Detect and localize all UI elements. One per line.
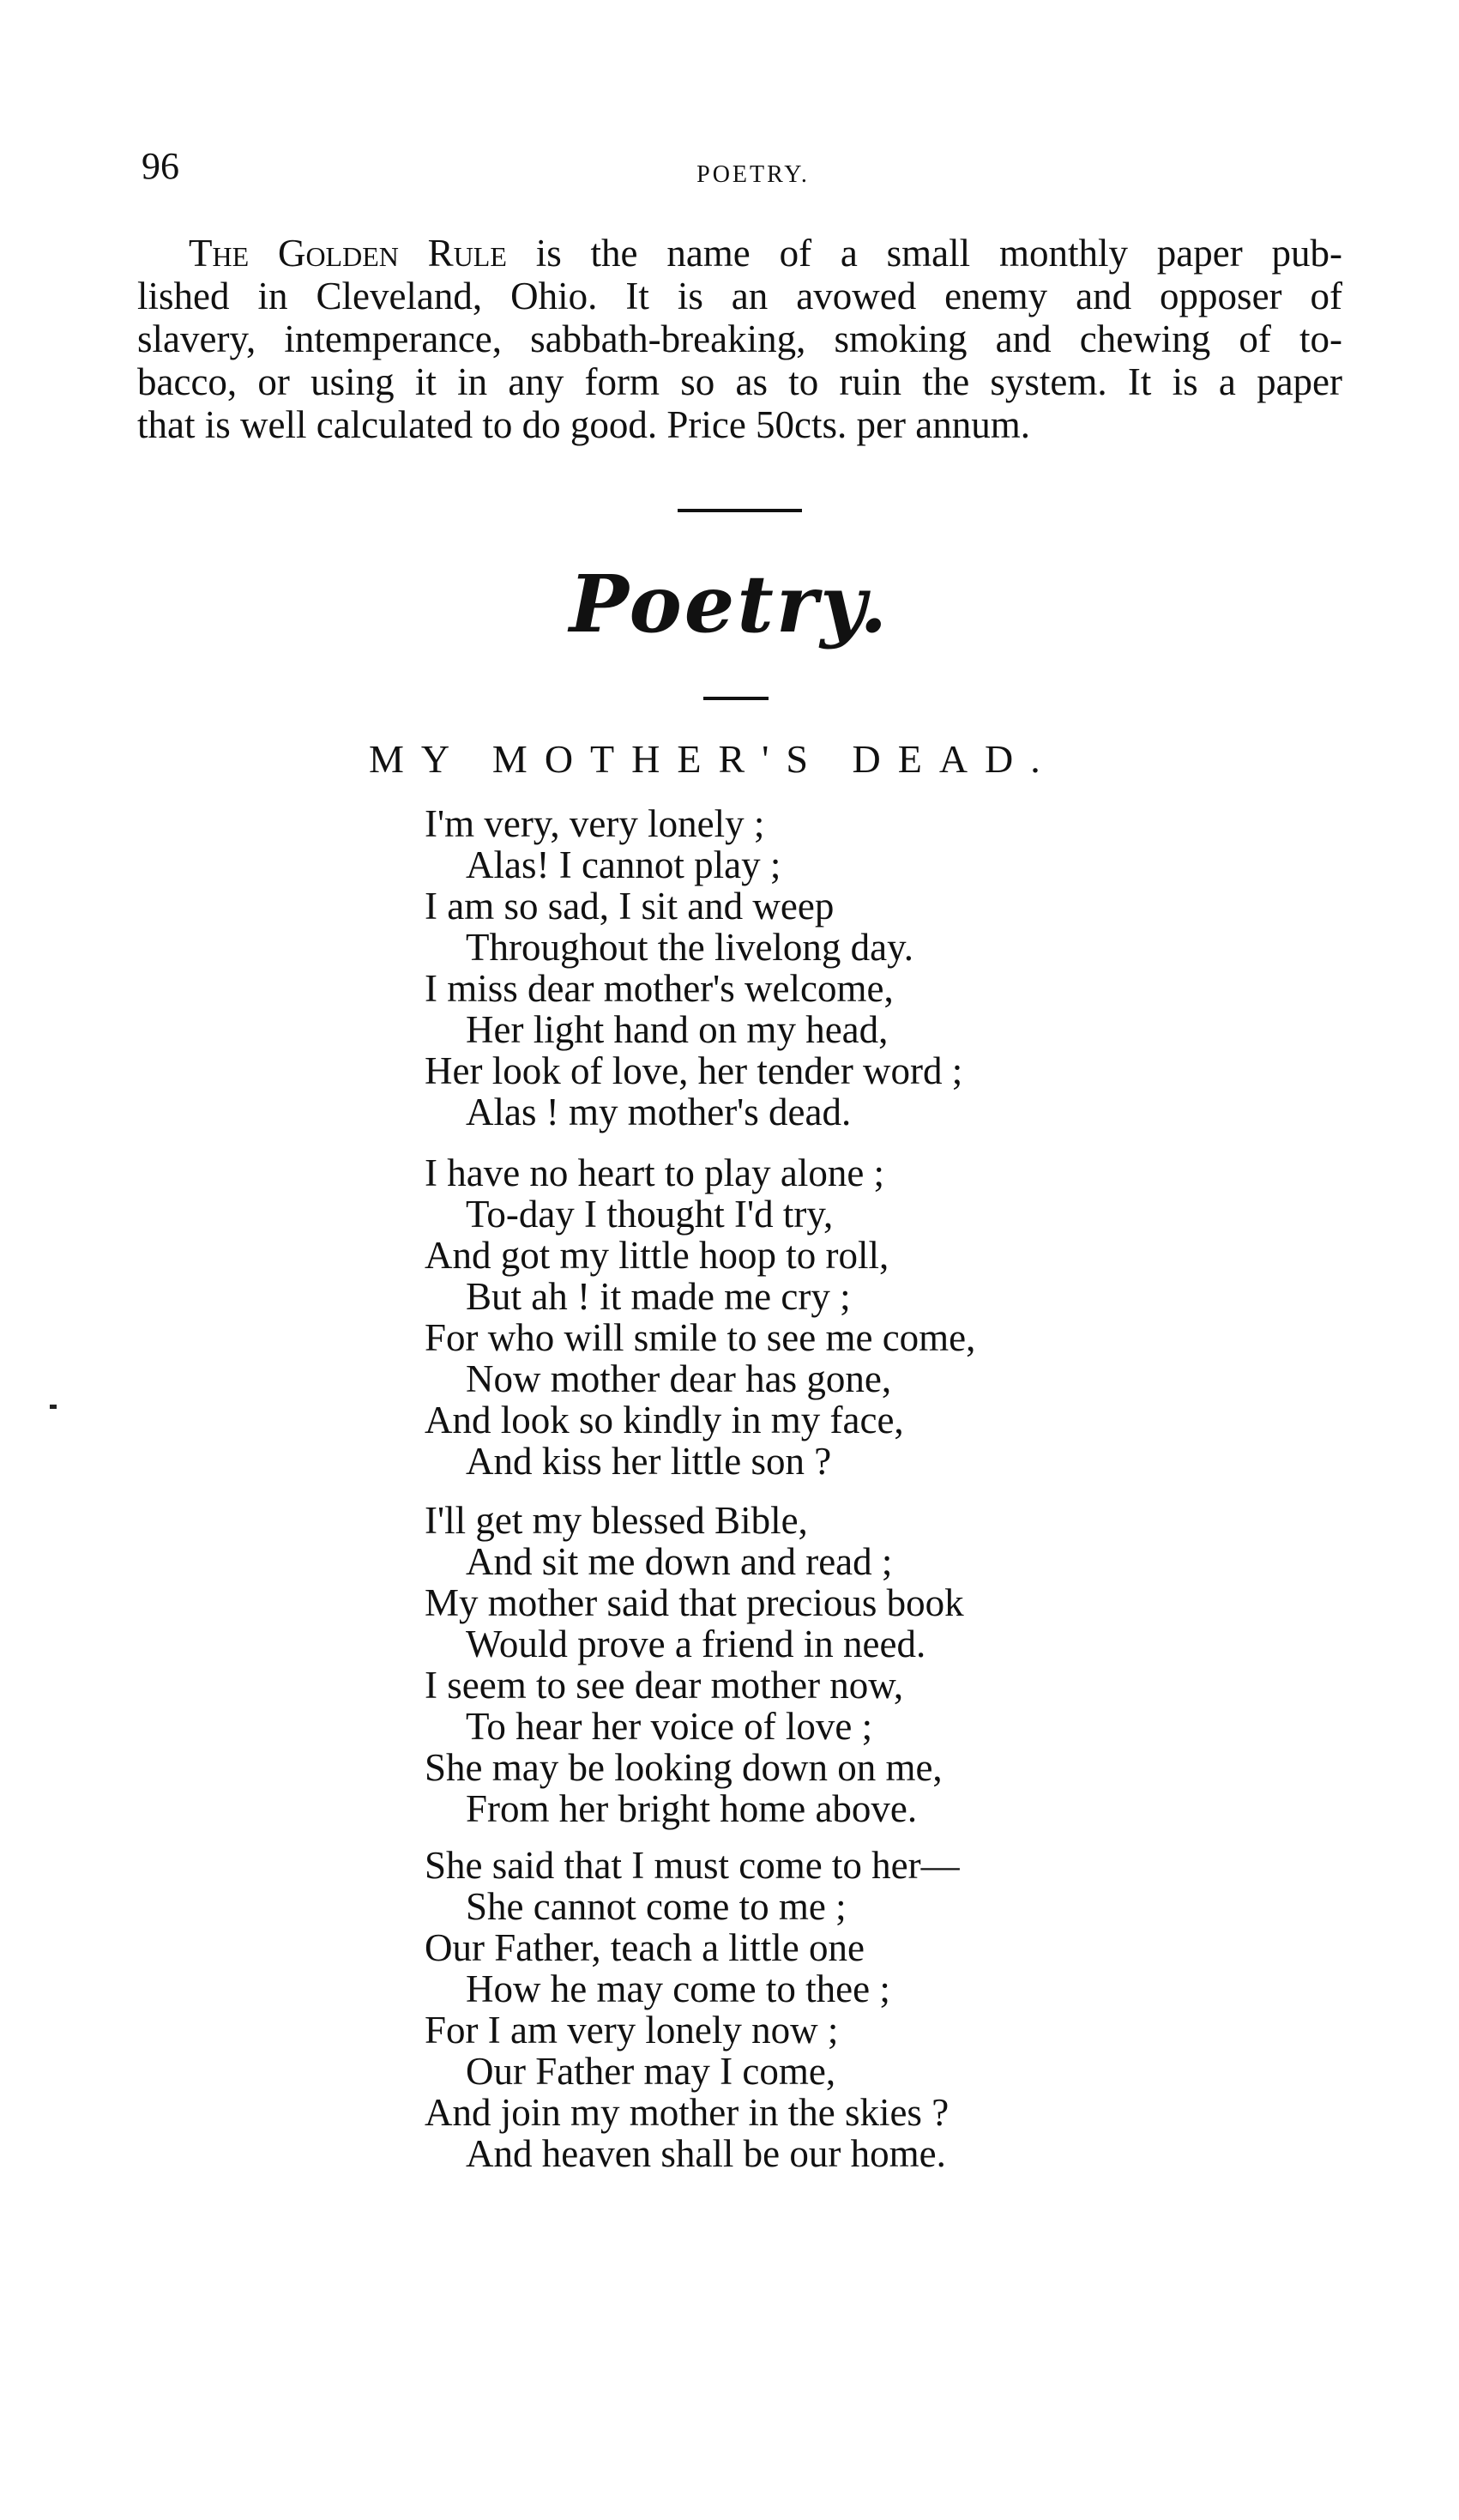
notice-line: bacco, or using it in any form so as to ruin the system. It is a paper [137, 360, 1342, 403]
notice-paragraph [137, 232, 1342, 446]
notice-line-text: is the name of a small monthly paper pub- [506, 232, 1342, 275]
poem-line: I miss dear mother's welcome, [425, 967, 894, 1010]
poem-line: She may be looking down on me, [425, 1746, 943, 1789]
poem-line: I am so sad, I sit and weep [425, 885, 835, 928]
notice-line: that is well calculated to do good. Price 50cts. per annum. [137, 403, 1030, 446]
notice-line: lished in Cleveland, Ohio. It is an avowed enemy and opposer of [137, 275, 1342, 317]
poem-line: And join my mother in the skies ? [425, 2091, 950, 2134]
margin-ink-speck [50, 1405, 57, 1409]
poem-line: But ah ! it made me cry ; [466, 1275, 851, 1318]
poem-line: To-day I thought I'd try, [466, 1193, 834, 1236]
poem-stanza [425, 1845, 960, 2174]
poem-line: I'm very, very lonely ; [425, 802, 765, 845]
poem-line: I have no heart to play alone ; [425, 1151, 885, 1194]
poem-line: I'll get my blessed Bible, [425, 1499, 808, 1542]
poem-line: Her light hand on my head, [466, 1008, 889, 1051]
poem-line: Our Father may I come, [466, 2050, 836, 2093]
poem-line: How he may come to thee ; [466, 1967, 890, 2010]
poem-line: Alas! I cannot play ; [466, 843, 781, 886]
poem-line: And kiss her little son ? [466, 1440, 832, 1483]
notice-line [137, 232, 1342, 275]
running-head: POETRY. [696, 161, 810, 188]
poem-line: To hear her voice of love ; [466, 1705, 873, 1748]
poem-line: She cannot come to me ; [466, 1885, 847, 1928]
poem-line: Her look of love, her tender word ; [425, 1049, 963, 1092]
poem-line: For I am very lonely now ; [425, 2009, 839, 2052]
poem-stanza [425, 1500, 964, 1829]
poem-line: And heaven shall be our home. [466, 2132, 946, 2175]
poem-title: MY MOTHER'S DEAD. [369, 737, 1058, 781]
section-title: Poetry. [569, 558, 890, 650]
page-number: 96 [142, 145, 179, 187]
poem-line: And got my little hoop to roll, [425, 1234, 889, 1277]
poem-stanza [425, 1152, 975, 1482]
poem-line: Our Father, teach a little one [425, 1926, 865, 1969]
poem-line: My mother said that precious book [425, 1581, 964, 1624]
poem-line: And look so kindly in my face, [425, 1399, 904, 1441]
journal-name: The Golden Rule [189, 232, 507, 275]
section-divider-top [678, 509, 802, 512]
poem-stanza [425, 803, 962, 1133]
poem-line: And sit me down and read ; [466, 1540, 893, 1583]
poem-line: I seem to see dear mother now, [425, 1664, 904, 1707]
poem-line: She said that I must come to her— [425, 1844, 960, 1887]
poem-line: From her bright home above. [466, 1787, 918, 1830]
notice-line: slavery, intemperance, sabbath-breaking, smoking and chewing of to- [137, 317, 1342, 360]
poem-line: Would prove a friend in need. [466, 1623, 926, 1665]
poem-line: For who will smile to see me come, [425, 1316, 976, 1359]
poem-line: Alas ! my mother's dead. [466, 1091, 852, 1133]
poem-line: Throughout the livelong day. [466, 926, 913, 969]
section-divider-bottom [703, 697, 769, 700]
poem-line: Now mother dear has gone, [466, 1357, 892, 1400]
